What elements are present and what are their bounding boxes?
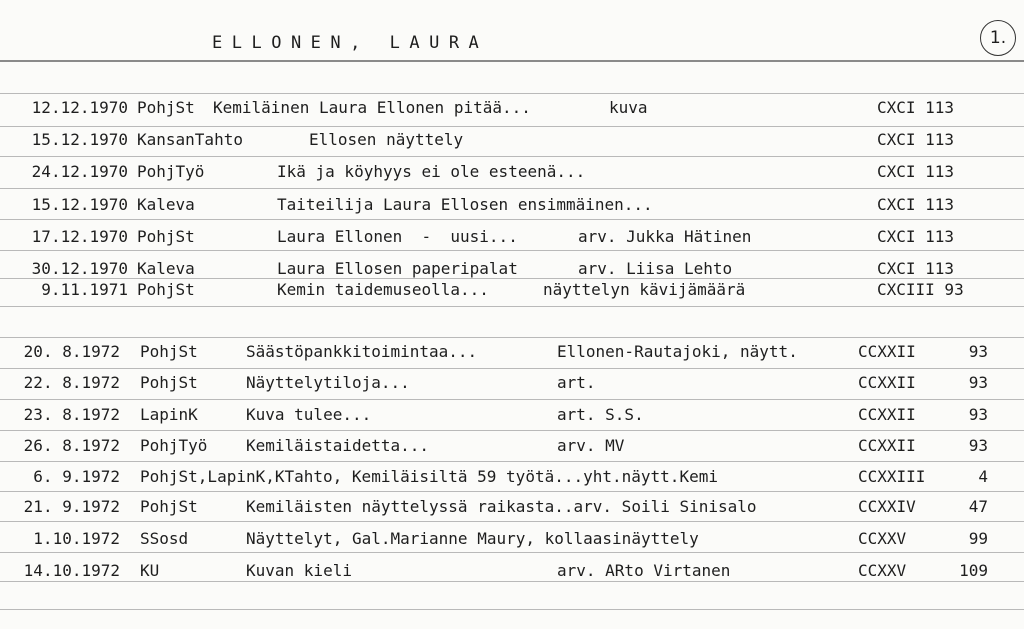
entry-volume: CCXXII [858, 405, 916, 424]
card-number-circle: 1. [980, 20, 1016, 56]
ruled-line [0, 399, 1024, 400]
ruled-line [0, 337, 1024, 338]
entry-note: arv. Jukka Hätinen [578, 227, 752, 246]
entry-newspaper: PohjSt [140, 342, 198, 361]
entry-newspaper: PohjSt,LapinK,KTahto, Kemiläisiltä 59 työtä...yht.näytt.Kemi [140, 467, 718, 486]
ruled-line [0, 250, 1024, 251]
ruled-line [0, 126, 1024, 127]
ruled-line [0, 188, 1024, 189]
entry-date: 21. 9.1972 [23, 497, 120, 516]
ruled-line [0, 306, 1024, 307]
ruled-line [0, 461, 1024, 462]
entry-newspaper: PohjSt [140, 373, 198, 392]
ruled-line [0, 156, 1024, 157]
entry-volume: CCXXIII [858, 467, 926, 486]
entry-note: art. [557, 373, 596, 392]
entry-title: Kuvan kieli [246, 561, 352, 580]
entry-reference: CXCI 113 [877, 130, 955, 149]
entry-page: 109 [959, 561, 988, 580]
entry-date: 20. 8.1972 [23, 342, 120, 361]
entry-newspaper: Kaleva [137, 259, 195, 278]
entry-date: 1.10.1972 [33, 529, 120, 548]
card-header-name: ELLONEN, LAURA [212, 33, 489, 53]
entry-date: 15.12.1970 [31, 195, 128, 214]
entry-reference: CXCI 113 [877, 162, 955, 181]
entry-note: art. S.S. [557, 405, 644, 424]
entry-date: 14.10.1972 [23, 561, 120, 580]
entry-date: 17.12.1970 [31, 227, 128, 246]
entry-newspaper: Kaleva [137, 195, 195, 214]
entry-reference: CXCIII 93 [877, 280, 964, 299]
entry-newspaper: PohjTyö [137, 162, 205, 181]
entry-title: Kemiläisten näyttelyssä raikasta..arv. Soili Sinisalo [246, 497, 757, 516]
entry-page: 4 [978, 467, 988, 486]
entry-newspaper: LapinK [140, 405, 198, 424]
ruled-line [0, 219, 1024, 220]
entry-volume: CCXXII [858, 342, 916, 361]
entry-title: Kemin taidemuseolla... [277, 280, 489, 299]
ruled-line [0, 552, 1024, 553]
entry-reference: CXCI 113 [877, 227, 955, 246]
ruled-line [0, 581, 1024, 582]
entry-title: Kemiläinen Laura Ellonen pitää... [213, 98, 531, 117]
entry-page: 99 [968, 529, 988, 548]
entry-date: 22. 8.1972 [23, 373, 120, 392]
ruled-line [0, 521, 1024, 522]
ruled-line [0, 609, 1024, 610]
entry-title: Ikä ja köyhyys ei ole esteenä... [277, 162, 586, 181]
entry-note: näyttelyn kävijämäärä [543, 280, 746, 299]
entry-title: Ellosen näyttely [309, 130, 464, 149]
entry-volume: CCXXV [858, 561, 907, 580]
entry-title: Taiteilija Laura Ellosen ensimmäinen... [277, 195, 653, 214]
entry-page: 93 [968, 373, 988, 392]
entry-title: Kemiläistaidetta... [246, 436, 430, 455]
entry-title: Laura Ellonen - uusi... [277, 227, 518, 246]
entry-volume: CCXXII [858, 436, 916, 455]
entry-newspaper: SSosd [140, 529, 189, 548]
entry-volume: CCXXIV [858, 497, 916, 516]
entry-newspaper: PohjSt [137, 98, 195, 117]
entry-reference: CXCI 113 [877, 259, 955, 278]
entry-title: Kuva tulee... [246, 405, 372, 424]
ruled-line [0, 60, 1024, 62]
entry-date: 23. 8.1972 [23, 405, 120, 424]
entry-page: 93 [968, 405, 988, 424]
entry-date: 30.12.1970 [31, 259, 128, 278]
entry-title: Laura Ellosen paperipalat [277, 259, 518, 278]
entry-note: arv. MV [557, 436, 625, 455]
ruled-line [0, 491, 1024, 492]
entry-date: 24.12.1970 [31, 162, 128, 181]
entry-date: 15.12.1970 [31, 130, 128, 149]
entry-newspaper: KansanTahto [137, 130, 243, 149]
ruled-line [0, 93, 1024, 94]
entry-reference: CXCI 113 [877, 98, 955, 117]
entry-date: 6. 9.1972 [33, 467, 120, 486]
entry-newspaper: PohjSt [137, 227, 195, 246]
entry-newspaper: PohjTyö [140, 436, 208, 455]
ruled-line [0, 368, 1024, 369]
entry-page: 93 [968, 342, 988, 361]
entry-note: arv. ARto Virtanen [557, 561, 731, 580]
entry-newspaper: PohjSt [137, 280, 195, 299]
entry-title: Säästöpankkitoimintaa... [246, 342, 478, 361]
entry-note: kuva [609, 98, 648, 117]
entry-note: arv. Liisa Lehto [578, 259, 733, 278]
entry-date: 12.12.1970 [31, 98, 128, 117]
entry-title: Näyttelytiloja... [246, 373, 410, 392]
entry-page: 47 [968, 497, 988, 516]
entry-date: 9.11.1971 [41, 280, 128, 299]
entry-page: 93 [968, 436, 988, 455]
entry-newspaper: PohjSt [140, 497, 198, 516]
entry-newspaper: KU [140, 561, 160, 580]
entry-reference: CXCI 113 [877, 195, 955, 214]
entry-date: 26. 8.1972 [23, 436, 120, 455]
ruled-line [0, 430, 1024, 431]
entry-title: Näyttelyt, Gal.Marianne Maury, kollaasinäyttely [246, 529, 699, 548]
entry-note: Ellonen-Rautajoki, näytt. [557, 342, 798, 361]
entry-volume: CCXXV [858, 529, 907, 548]
entry-volume: CCXXII [858, 373, 916, 392]
